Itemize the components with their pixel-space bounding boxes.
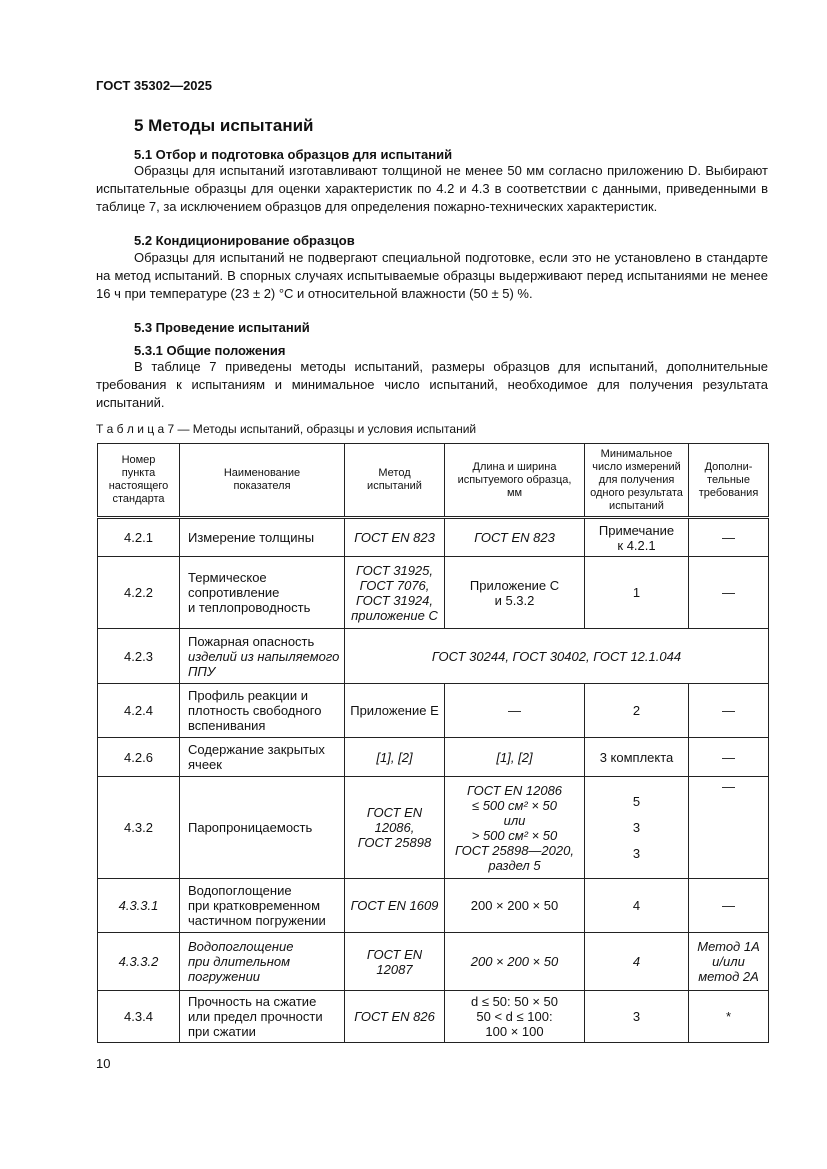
additional-cell: — [689,738,769,777]
indicator-cell: Водопоглощение при длительном погружении [180,933,345,991]
additional-cell: — [689,557,769,629]
table-row [98,518,769,557]
min-count-cell: 5 3 3 [585,777,689,879]
min-count-cell: 3 [585,991,689,1043]
size-cell: ГОСТ EN 12086 ≤ 500 см² × 50 или > 500 см² × 50 ГОСТ 25898—2020, раздел 5 [445,777,585,879]
additional-cell: — [689,777,769,879]
method-cell: Приложение Е [345,684,445,738]
method-cell: ГОСТ EN 823 [345,518,445,557]
min-count-cell: Примечание к 4.2.1 [585,518,689,557]
size-cell: [1], [2] [445,738,585,777]
clause-cell: 4.3.2 [98,777,180,879]
additional-cell: Метод 1А и/или метод 2А [689,933,769,991]
header-sample-size: Длина и ширина испытуемого образца, мм [445,444,585,518]
clause-cell: 4.3.3.2 [98,933,180,991]
table-caption-label: Т а б л и ц а 7 [96,422,175,436]
subsection-5-1-title: 5.1 Отбор и подготовка образцов для испытаний [134,147,453,162]
method-cell: ГОСТ EN 826 [345,991,445,1043]
table-header-row [98,444,769,518]
section-title: 5 Методы испытаний [134,116,314,135]
clause-cell: 4.2.1 [98,518,180,557]
size-cell: d ≤ 50: 50 × 50 50 < d ≤ 100: 100 × 100 [445,991,585,1043]
table-row [98,738,769,777]
clause-cell: 4.2.6 [98,738,180,777]
clause-cell: 4.2.4 [98,684,180,738]
clause-cell: 4.2.2 [98,557,180,629]
subsection-5-3-1-title: 5.3.1 Общие положения [134,343,286,358]
header-min-measurements: Минимальное число измерений для получения одного результата испытаний [585,444,689,518]
min-count-cell: 4 [585,933,689,991]
merged-method-cell: ГОСТ 30244, ГОСТ 30402, ГОСТ 12.1.044 [345,629,769,684]
min-count-cell: 4 [585,879,689,933]
min-count-cell: 3 комплекта [585,738,689,777]
min-count-cell: 1 [585,557,689,629]
indicator-cell: Паропроницаемость [180,777,345,879]
clause-cell: 4.3.4 [98,991,180,1043]
table-row [98,557,769,629]
subsection-5-2-text: Образцы для испытаний не подвергают специальной подготовке, если это не установлено в стандарте на метод испытаний. В спорных случаях испытываемые образцы выдерживают перед испытаниями не менее 16 ч при температуре (23 ± 2) °С и относительной влажности (50 ± 5) %. [96,250,768,301]
indicator-cell [180,629,345,684]
header-test-method: Метод испытаний [345,444,445,518]
indicator-cell: Водопоглощение при кратковременном частичном погружении [180,879,345,933]
header-indicator: Наименование показателя [180,444,345,518]
size-cell: 200 × 200 × 50 [445,879,585,933]
method-cell: ГОСТ EN 12087 [345,933,445,991]
clause-cell: 4.2.3 [98,629,180,684]
table-row [98,879,769,933]
header-clause-number: Номер пункта настоящего стандарта [98,444,180,518]
indicator-cell: Термическое сопротивление и теплопроводность [180,557,345,629]
method-cell: ГОСТ EN 12086, ГОСТ 25898 [345,777,445,879]
indicator-cell: Прочность на сжатие или предел прочности при сжатии [180,991,345,1043]
subsection-5-3-title: 5.3 Проведение испытаний [134,320,310,335]
table-row [98,684,769,738]
methods-table [97,443,769,1043]
additional-cell: — [689,684,769,738]
method-cell: ГОСТ 31925, ГОСТ 7076, ГОСТ 31924, приложение С [345,557,445,629]
document-header: ГОСТ 35302—2025 [96,78,212,93]
indicator-cell: Содержание закрытых ячеек [180,738,345,777]
size-cell: ГОСТ EN 823 [445,518,585,557]
clause-cell: 4.3.3.1 [98,879,180,933]
size-cell: 200 × 200 × 50 [445,933,585,991]
table-row [98,991,769,1043]
subsection-5-2-title: 5.2 Кондиционирование образцов [134,233,355,248]
subsection-5-3-1-text: В таблице 7 приведены методы испытаний, размеры образцов для испытаний, дополнительные требования к испытаниям и минимальное число испытаний, необходимое для получения результата испытаний. [96,359,768,410]
min-count-cell: 2 [585,684,689,738]
indicator-cell: Профиль реакции и плотность свободного вспенивания [180,684,345,738]
size-cell: — [445,684,585,738]
table-caption-text: — Методы испытаний, образцы и условия испытаний [174,422,477,436]
table-row [98,629,769,684]
table-row [98,933,769,991]
size-cell: Приложение С и 5.3.2 [445,557,585,629]
table-caption [96,422,476,436]
additional-cell: * [689,991,769,1043]
method-cell: ГОСТ EN 1609 [345,879,445,933]
subsection-5-1-text: Образцы для испытаний изготавливают толщиной не менее 50 мм согласно приложению D. Выбирают испытательные образцы для оценки характеристик по 4.2 и 4.3 в соответствии с данными, приведенными в таблице 7, за исключением образцов для определения пожарно-технических характеристик. [96,163,768,214]
header-additional-requirements: Дополни- тельные требования [689,444,769,518]
page-number: 10 [96,1056,111,1071]
method-cell: [1], [2] [345,738,445,777]
additional-cell: — [689,518,769,557]
indicator-text-italic: изделий из напыляемого ППУ [188,648,340,679]
additional-cell: — [689,879,769,933]
table-row [98,777,769,879]
indicator-text: Пожарная опасность [188,633,315,649]
indicator-cell: Измерение толщины [180,518,345,557]
